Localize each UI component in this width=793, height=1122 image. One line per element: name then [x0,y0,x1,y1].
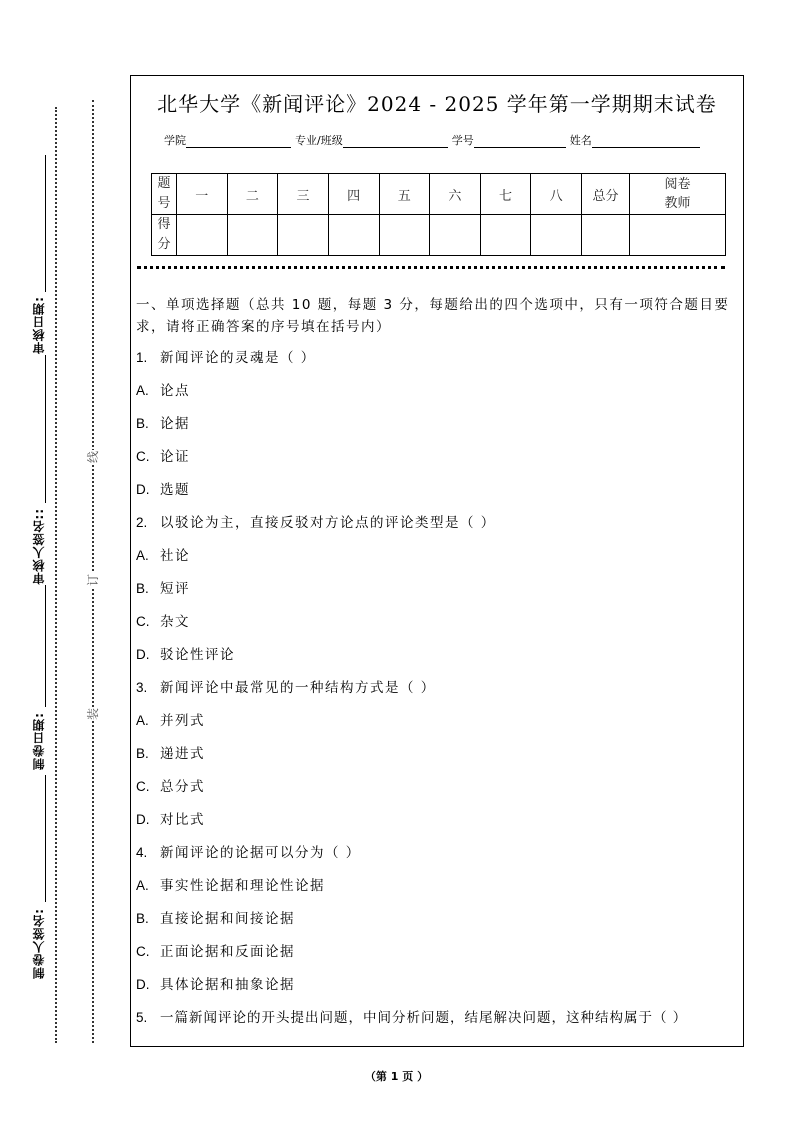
option-4b[interactable] [136,909,737,942]
option-1c[interactable] [136,447,737,480]
option-key: B. [136,581,149,596]
question-1 [136,348,737,381]
option-key: D. [136,812,150,827]
grading-teacher-line2: 教师 [664,196,691,211]
option-text: 选题 [160,482,190,498]
question-number: 3. [136,680,148,695]
option-2b[interactable] [136,579,737,612]
option-2c[interactable] [136,612,737,645]
college-label: 学院 [164,134,186,147]
name-label: 姓名 [569,134,592,147]
major-class-label: 专业/班级 [295,134,343,147]
option-3b[interactable] [136,744,737,777]
student-id-field[interactable] [474,135,566,148]
option-key: C. [136,449,150,464]
score-cell-2[interactable] [227,215,278,256]
col-grading-teacher [630,174,726,215]
score-cell-8[interactable] [531,215,582,256]
option-2d[interactable] [136,645,737,678]
col-8: 八 [531,174,582,215]
score-cell-5[interactable] [379,215,430,256]
option-text: 对比式 [160,812,205,828]
dotted-separator [137,266,725,269]
option-4d[interactable] [136,975,737,1008]
col-total: 总分 [582,174,630,215]
question-number: 5. [136,1010,148,1025]
exam-frame [130,75,744,1047]
option-1d[interactable] [136,480,737,513]
question-3 [136,678,737,711]
cut-mark-pack: 装 [86,708,100,721]
option-text: 驳论性评论 [160,647,235,663]
option-key: B. [136,746,149,761]
option-3a[interactable] [136,711,737,744]
outer-dotted-line [55,107,57,1043]
score-table-header-row [152,174,726,215]
reviewer-signature-line-lower [45,585,46,707]
page-number: （第 1 页 ） [364,1070,429,1083]
inner-dotted-line [92,100,94,1043]
option-key: B. [136,911,149,926]
question-stem: 新闻评论的灵魂是（ ） [160,350,316,366]
review-date-label: 审核日期: [32,296,46,354]
option-text: 直接论据和间接论据 [160,911,295,927]
option-key: A. [136,383,149,398]
question-section [136,294,737,1041]
option-2a[interactable] [136,546,737,579]
option-4c[interactable] [136,942,737,975]
option-text: 论据 [160,416,190,432]
option-1b[interactable] [136,414,737,447]
question-number-head: 题号 [152,174,177,215]
section-heading: 一、单项选择题（总共 10 题，每题 3 分，每题给出的四个选项中，只有一项符合题目要求，请将正确答案的序号填在括号内） [136,297,730,335]
question-number: 4. [136,845,148,860]
maker-signature-label: 制卷人签名: [32,908,46,979]
maker-date-signature-line [45,775,46,902]
question-4 [136,843,737,876]
option-key: D. [136,482,150,497]
col-6: 六 [430,174,481,215]
question-number: 1. [136,350,148,365]
question-stem: 一篇新闻评论的开头提出问题，中间分析问题，结尾解决问题，这种结构属于（ ） [160,1010,688,1026]
score-cell-6[interactable] [430,215,481,256]
option-key: D. [136,647,150,662]
col-2: 二 [227,174,278,215]
student-info-row [164,132,704,148]
option-key: C. [136,614,150,629]
score-cell-1[interactable] [177,215,228,256]
score-cell-teacher[interactable] [630,215,726,256]
score-cell-4[interactable] [328,215,379,256]
college-field[interactable] [186,135,291,148]
option-text: 事实性论据和理论性论据 [160,878,325,894]
option-key: A. [136,878,149,893]
cut-mark-line: 线 [86,451,100,464]
option-key: A. [136,548,149,563]
question-stem: 以驳论为主，直接反驳对方论点的评论类型是（ ） [160,515,496,531]
option-text: 正面论据和反面论据 [160,944,295,960]
score-cell-3[interactable] [278,215,329,256]
option-text: 总分式 [160,779,205,795]
option-1a[interactable] [136,381,737,414]
option-text: 具体论据和抽象论据 [160,977,295,993]
col-4: 四 [328,174,379,215]
option-text: 论点 [160,383,190,399]
col-7: 七 [480,174,531,215]
option-text: 杂文 [160,614,190,630]
exam-title: 北华大学《新闻评论》2024 - 2025 学年第一学期期末试卷 [157,92,717,116]
grading-teacher-line1: 阅卷 [664,177,691,192]
name-field[interactable] [592,135,700,148]
option-3c[interactable] [136,777,737,810]
col-3: 三 [278,174,329,215]
score-cell-7[interactable] [480,215,531,256]
col-5: 五 [379,174,430,215]
option-key: C. [136,779,150,794]
score-head: 得分 [152,215,177,256]
option-4a[interactable] [136,876,737,909]
reviewer-signature-label: 审核人签名:: [32,508,46,585]
option-key: B. [136,416,149,431]
option-key: D. [136,977,150,992]
major-class-field[interactable] [343,135,448,148]
maker-date-label: 制卷日期: [32,712,46,770]
option-text: 并列式 [160,713,205,729]
option-key: C. [136,944,150,959]
option-3d[interactable] [136,810,737,843]
score-cell-total[interactable] [582,215,630,256]
question-stem: 新闻评论的论据可以分为（ ） [160,845,361,861]
reviewer-signature-line [45,355,46,503]
option-key: A. [136,713,149,728]
option-text: 短评 [160,581,190,597]
col-1: 一 [177,174,228,215]
option-text: 递进式 [160,746,205,762]
student-id-label: 学号 [451,134,474,147]
option-text: 社论 [160,548,190,564]
question-stem: 新闻评论中最常见的一种结构方式是（ ） [160,680,436,696]
score-table-score-row [152,215,726,256]
review-date-signature-line [45,155,46,292]
question-2 [136,513,737,546]
question-5 [136,1008,737,1041]
score-table [151,173,726,256]
cut-mark-bind: 订 [86,574,100,587]
option-text: 论证 [160,449,190,465]
question-number: 2. [136,515,148,530]
